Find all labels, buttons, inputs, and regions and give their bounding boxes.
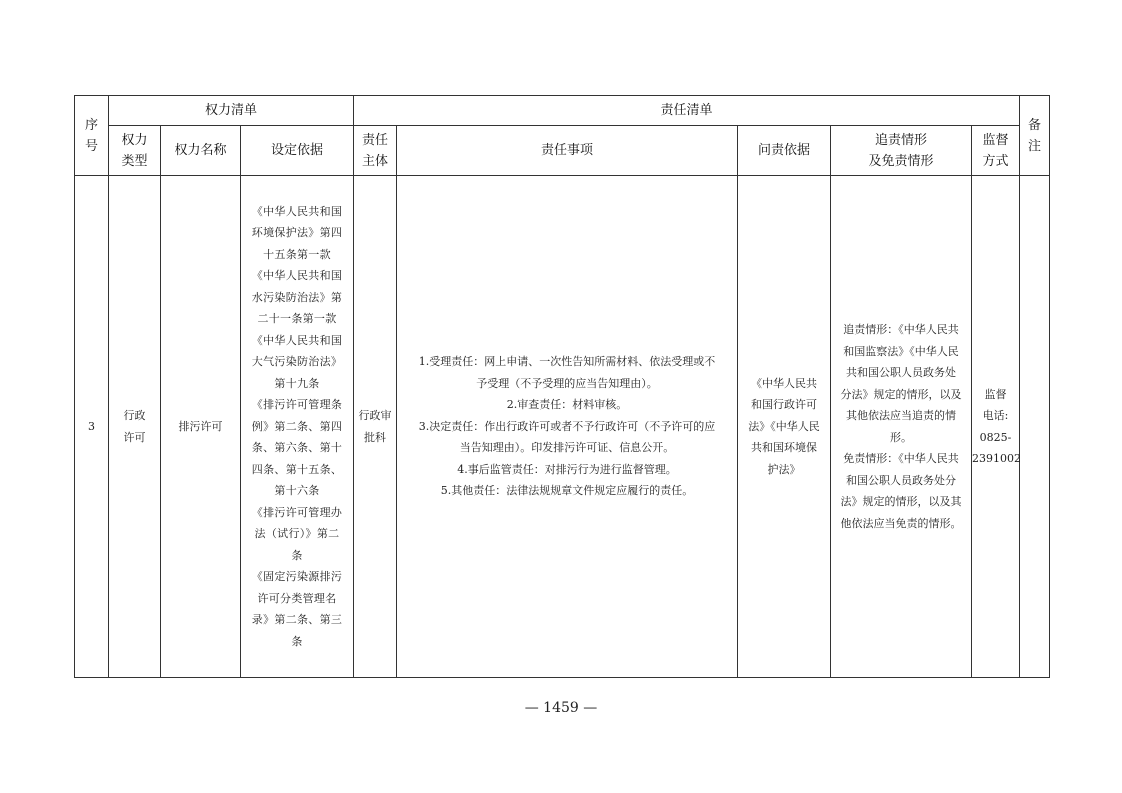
header-resp-subject: 责任 主体 xyxy=(354,126,397,176)
row-remarks xyxy=(1020,176,1050,678)
header-row-2 xyxy=(75,126,1050,176)
row-supervision: 监督 电话: 0825- 2391002 xyxy=(972,176,1020,678)
row-accountability-cases: 追责情形：《中华人民共 和国监察法》《中华人民 共和国公职人员政务处 分法》规定的情形，以及 其他依法应当追责的情 形。 免责情形：《中华人民共 和国公职人员政务处分 法》规定的情形，以及其 他依法应当免责的情形。 xyxy=(831,176,972,678)
header-accountability-basis: 问责依据 xyxy=(738,126,831,176)
responsibility-table xyxy=(74,95,1050,678)
header-row-1 xyxy=(75,96,1050,126)
header-power-name: 权力名称 xyxy=(161,126,241,176)
row-accountability-basis: 《中华人民共 和国行政许可 法》《中华人民 共和国环境保 护法》 xyxy=(738,176,831,678)
header-responsibility-list: 责任清单 xyxy=(354,96,1020,126)
header-remarks: 备 注 xyxy=(1020,96,1050,176)
row-basis: 《中华人民共和国 环境保护法》第四 十五条第一款 《中华人民共和国 水污染防治法》第 二十一条第一款 《中华人民共和国 大气污染防治法》 第十九条 《排污许可管理条 例》第二条、第四 条、第六条、第十 四条、第十五条、 第十六条 《排污许可管理办 法（试行）》第二 条 《固定污染源排污 许可分类管理名 录》第二条、第三 条 xyxy=(241,176,354,678)
row-power-name: 排污许可 xyxy=(161,176,241,678)
row-power-type: 行政 许可 xyxy=(109,176,161,678)
header-accountability-cases: 追责情形 及免责情形 xyxy=(831,126,972,176)
header-basis: 设定依据 xyxy=(241,126,354,176)
header-power-type: 权力 类型 xyxy=(109,126,161,176)
row-resp-subject: 行政审 批科 xyxy=(354,176,397,678)
row-resp-items: 1.受理责任：网上申请、一次性告知所需材料、依法受理或不 予受理（不予受理的应当告知理由）。 2.审查责任：材料审核。 3.决定责任：作出行政许可或者不予行政许可（不予许可的应 当告知理由）。印发排污许可证、信息公开。 4.事后监管责任：对排污行为进行监督管理。 5.其他责任：法律法规规章文件规定应履行的责任。 xyxy=(397,176,738,678)
header-power-list: 权力清单 xyxy=(109,96,354,126)
header-seq: 序 号 xyxy=(75,96,109,176)
header-resp-items: 责任事项 xyxy=(397,126,738,176)
header-supervision: 监督 方式 xyxy=(972,126,1020,176)
table-row xyxy=(75,176,1050,678)
page-number: — 1459 — xyxy=(524,700,598,716)
row-seq: 3 xyxy=(75,176,109,678)
